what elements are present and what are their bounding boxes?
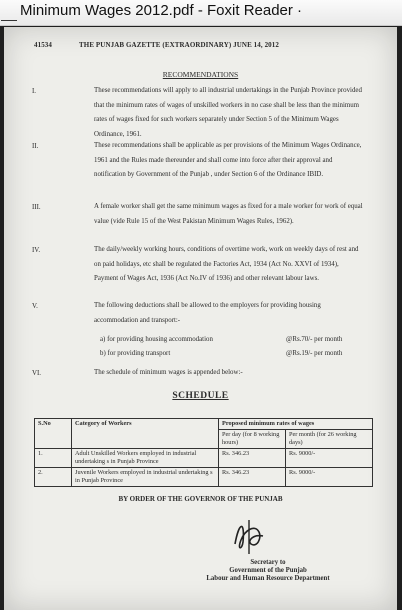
column-header-category: Category of Workers (72, 419, 219, 449)
table-row (35, 449, 373, 468)
cell-category: Adult Unskilled Workers employed in industrial undertaking s in Punjab Province (72, 449, 219, 468)
app-icon (1, 6, 17, 21)
cell-sno: 2. (35, 468, 72, 487)
cell-sno: 1. (35, 449, 72, 468)
signatory-line: Labour and Human Resource Department (206, 575, 330, 582)
table-row (35, 468, 373, 487)
title-bar (0, 0, 402, 26)
deduction-amount: @Rs.70/- per month (286, 336, 343, 343)
document-page (4, 27, 397, 610)
cell-per-day: Rs. 346.23 (219, 449, 286, 468)
window-title: Minimum Wages 2012.pdf - Foxit Reader · (20, 2, 303, 19)
column-header-sno: S.No (35, 419, 72, 449)
paragraph-number: VI. (32, 370, 41, 377)
deduction-amount: @Rs.19/- per month (286, 350, 343, 357)
paragraph: The schedule of minimum wages is appended below:- (94, 369, 243, 376)
recommendations-heading: RECOMMENDATIONS (162, 70, 239, 79)
schedule-table (34, 418, 373, 487)
paragraph-number: IV. (32, 247, 41, 254)
gazette-title: THE PUNJAB GAZETTE (EXTRAORDINARY) JUNE 14, 2012 (79, 41, 279, 49)
paragraph: These recommendations shall be applicable as per provisions of the Minimum Wages Ordinance, 1961 and the Rules made thereunder and shall come into force after their approval and notification by Government of the Punjab , under Section 6 of the Ordinance IBID. (94, 142, 362, 178)
cell-per-month: Rs. 9000/- (286, 468, 373, 487)
column-header-per-month: Per month (for 26 working days) (286, 430, 373, 449)
order-line: BY ORDER OF THE GOVERNOR OF THE PUNJAB (118, 495, 283, 503)
cell-per-month: Rs. 9000/- (286, 449, 373, 468)
cell-category: Juvenile Workers employed in industrial undertaking s in Punjab Province (72, 468, 219, 487)
paragraph-number: III. (32, 204, 41, 211)
paragraph: The daily/weekly working hours, conditions of overtime work, work on weekly days of rest and on paid holidays, etc shall be regulated the Factories Act, 1934 (Act No. XXVI of 1934), Payment of Wages Act, 1936 (Act No.IV of 1936) and other relevant labour laws. (94, 246, 359, 282)
cell-per-day: Rs. 346.23 (219, 468, 286, 487)
page-number: 41534 (34, 41, 52, 49)
paragraph-number: II. (32, 143, 39, 150)
signatory-line: Government of the Punjab (229, 567, 307, 574)
column-header-proposed: Proposed minimum rates of wages (219, 419, 373, 430)
signatory-line: Secretary to (250, 559, 286, 566)
deduction-label: b) for providing transport (100, 350, 171, 357)
paragraph: A female worker shall get the same minimum wages as fixed for a male worker for work of equal value (vide Rule 15 of the West Pakistan Minimum Wages Rules, 1962). (94, 203, 363, 225)
signature-mark (229, 514, 269, 556)
paragraph: The following deductions shall be allowed to the employers for providing housing accommodation and transport:- (94, 302, 321, 324)
column-header-per-day: Per day (for 8 working hours) (219, 430, 286, 449)
paragraph-number: I. (32, 88, 37, 95)
paragraph: These recommendations will apply to all industrial undertakings in the Punjab Province provided that the minimum rates of wages of unskilled workers in no case shall be less than the minimum rates of wages fixed for such workers separately under Section 5 of the Minimum Wages Ordinance, 1961. (94, 87, 362, 138)
signatory-block (178, 559, 358, 583)
schedule-heading: SCHEDULE (172, 391, 229, 401)
paragraph-number: V. (32, 303, 38, 310)
deduction-label: a) for providing housing accommodation (100, 336, 213, 343)
